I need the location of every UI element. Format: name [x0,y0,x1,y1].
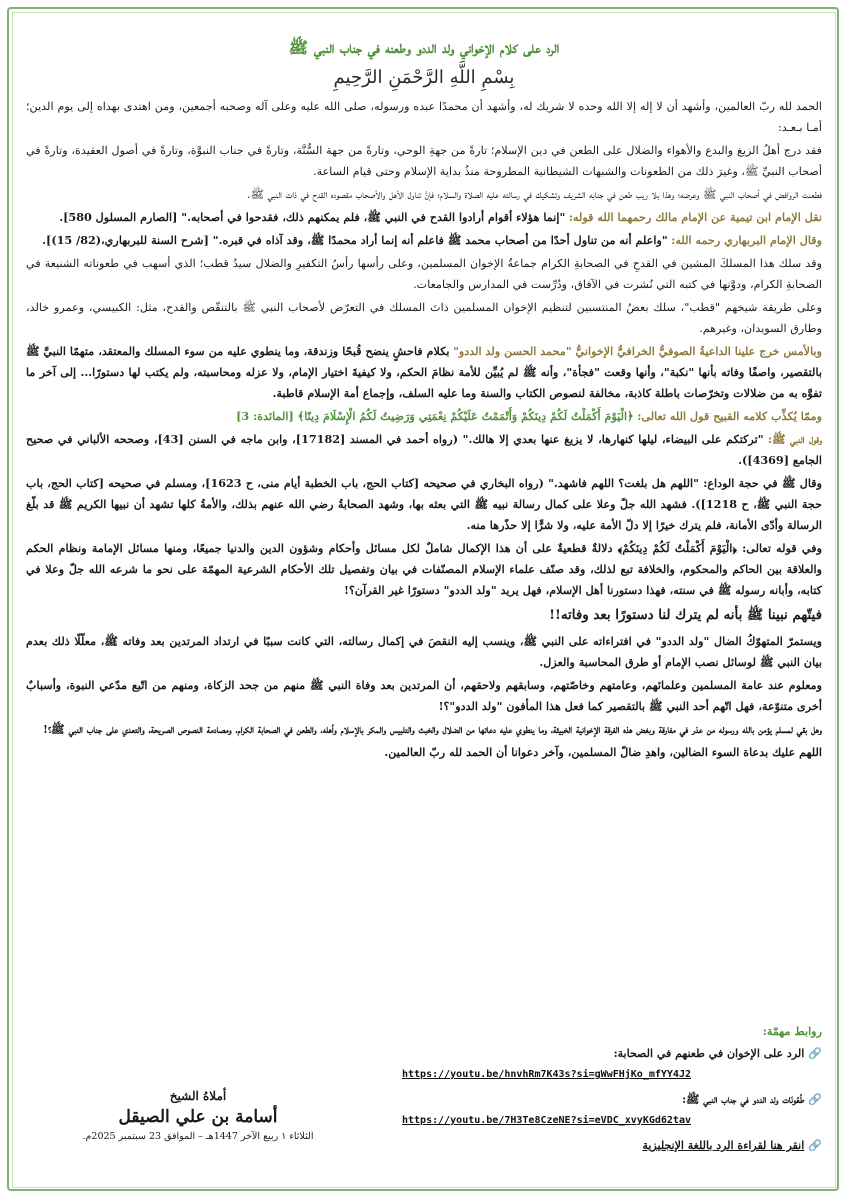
paragraph-12: وفي قوله تعالى: ﴿الْيَوْمَ أَكْمَلْتُ لَكُمْ دِينَكُمْ﴾ دلالةٌ قطعيةٌ على أن هذا الإكمال شاملٌ لكل مسائل وأحكام وشؤون الدين والدنيا جميعًا، ومنها مسائل الإمامة ونظام الحكم والعلاقة بين الحاكم والمحكوم، والخلافة تبع لذلك، وقد صنّف علماء الإسلام المصنّفات في بيان وتفصيل تلك الأحكام الشرعية المهمّة على نحو ما شرعه الله جلّ وعلا في كتابه، وأبانه رسوله ﷺ في سنته، فهذا دستورنا أهل الإسلام، فهل يريد "ولد الددو" دستورًا غير القرآن؟! [26,541,822,597]
paragraph-quran-verse [26,406,822,427]
paragraph-11: وقال ﷺ في حجة الوداع: "اللهم هل بلغت؟ اللهم فاشهد." (رواه البخاري في صحيحه [كتاب الحج، باب الخطبة أيام منى، ح 1623]، ومسلم في صحيحه [كتاب الحج، باب حجة النبي ﷺ، ح 1218]). فشهد الله جلّ وعلا على كمال رسالة نبيه ﷺ التي بعثه بها، وشهد الصحابةُ رضي الله عنهم بذلك، والأمةُ كلها تشهد أن نبيها الكريم ﷺ قد بلّغ الرسالة وأدّى الأمانة، فلم يترك خيرًا إلا دلّ الأمة عليه، ولا شرًّا إلا حذّرها منه. [26,476,822,532]
link-item [402,1090,822,1130]
document-title: الرد على كلام الإخواني ولد الددو وطعنه في جناب النبي ﷺ [288,38,560,57]
paragraph-ibn-taymiyyah [26,207,822,228]
link-icon: 🔗 [808,1093,822,1106]
signature-by: أملاهُ الشيخ [169,1089,227,1103]
emphasis-line: فيتّهم نبينا ﷺ بأنه لم يترك لنا دستورًا بعد وفاته!! [549,607,822,623]
link-label: الرد على الإخوان في طعنهم في الصحابة: [613,1047,805,1060]
paragraph-hadith [26,429,822,471]
quote-label: وقال الإمام البربهاري رحمه الله: [671,233,822,247]
paragraph-3: فطعنت الروافض في أصحاب النبي ﷺ وعرضه؛ وهذا بلا ريب طعن في جنابه الشريف وتشكيك في رسالته عليه الصلاة والسلام؛ فإنَّ تناول الأهل والأصحاب مقصوده القدح في ذات النبي ﷺ. [246,188,822,201]
paragraph-barbahari [26,230,822,251]
hadith-text: "تركتكم على البيضاء، ليلها كنهارها، لا يزيغ عنها بعدي إلا هالك." (رواه أحمد في المسند [17182]، وابن ماجه في السنن [43]، وصححه الألباني في صحيح الجامع [4369]). [26,432,822,467]
paragraph-15: ومعلوم عند عامة المسلمين وعلمائهم، وعامتهم وخاصّتهم، وسابقهم ولاحقهم، أن المرتدين بعد وفاة النبي ﷺ منهم من جحد الزكاة، ومنهم من اتّبع مدّعي النبوة، وأسبابٌ أخرى متنوّعة، فهل اتّهم أحد النبي ﷺ بالتقصير كما فعل هذا المأفون "ولد الددو"؟! [26,678,822,713]
hadith-label: وقول النبي ﷺ: [767,432,822,446]
footer [26,1022,822,1172]
link-icon: 🔗 [808,1047,822,1060]
links-section [402,1022,822,1155]
signature [48,1089,348,1142]
paragraph-16: وهل بقي لمسلم يؤمن بالله ورسوله من عذر في مفارقة وبغض هذه الفرقة الإخوانية الخبيثة، وما ينطوي عليه دعاتها من الضلال والخبث والتلبيس والمكر بالإسلام وأهله، والطعن في الصحابة الكرام، ومصادمة النصوص الصريحة، والتعدي على جناب النبي ﷺ؟! [43,722,822,736]
signature-date: الثلاثاء ١ ربيع الآخر 1447هـ – الموافق 23 سبتمبر 2025م. [82,1131,314,1142]
quote-text: "واعلم أنه من تناول أحدًا من أصحاب محمد ﷺ فاعلم أنه إنما أراد محمدًا ﷺ، وقد آذاه في قبره." [شرح السنة للبربهاري،(82/ 15)]. [42,233,668,247]
paragraph-6: وقد سلك هذا المسلكَ المشين في القدحِ في الصحابةِ الكرام جماعةُ الإخوان المسلمين، وعلى رأسها رأسُ التكفيرِ والضلال سيدُ قطب؛ الذي أسهب في طعوناته الشنيعة في الصحابةِ الكرام، ودوَّنها في كتبه التي نُشرت في الآفاق، ودُرِّست في المدارس والجامعات. [26,257,822,291]
paragraph-2: فقد درج أهلُ الزيغ والبدع والأهواء والضلال على الطعن في دين الإسلام؛ تارةً من جهةِ الوحي، وتارةً من جهة السُّنَّة، وتارةً في جناب النبوَّة، وتارةً في أصول العقيدة، وتارةً في أصحاب النبيِّ ﷺ، وغيرَ ذلك من الطعونات والشبهات الشيطانية المطروحة منذُ بداية الإسلام وحتى قيام الساعة. [26,144,822,178]
verse-label: وممّا يُكذِّب كلامه القبيح قول الله تعالى: [637,409,822,423]
link-icon: 🔗 [808,1139,822,1152]
basmala: بِسْمِ اللَّهِ الرَّحْمَنِ الرَّحِيمِ [333,67,515,88]
english-translation-link[interactable]: انقر هنا لقراءة الرد باللغة الإنجليزية [642,1139,805,1152]
document-body [26,28,822,1176]
link-label: طُعُونَات ولد الددو في جناب النبي ﷺ: [682,1093,805,1106]
verse-text: ﴿الْيَوْمَ أَكْمَلْتُ لَكُمْ دِينَكُمْ وَأَتْمَمْتُ عَلَيْكُمْ نِعْمَتِي وَرَضِيتُ لَكُمُ الْإِسْلَامَ دِينًا﴾ [المائدة: 3] [236,409,634,423]
paragraph-8 [26,341,822,404]
youtube-link-2[interactable]: https://youtu.be/7H3Te8CzeNE?si=eVDC_xvyKGd62tav [402,1115,691,1126]
youtube-link-1[interactable]: https://youtu.be/hnvhRm7K43s?si=gWwFHjKo_mfYY4J2 [402,1069,691,1080]
signature-name: أسامة بن علي الصيقل [118,1107,278,1127]
subject-text: بكلام فاحشٍ ينضح قُبحًا وزندقة، وما ينطوي عليه من سوء المسلك والمعتقد، متهمًا النبيَّ ﷺ بالتقصير، واصفًا وفاته بأنها "نكبة"، وأنها وقعت "فجأة"، وأنه ﷺ لم يُبيِّن للأمة نظامَ الحكم، ولا كيفيةَ اختيار الإمام، ولا عزله ومحاسبته، ولم يكتب لها دستورًا... إلى آخر ما تفوَّه به من ضلالات وتخرّصات باطلة كاذبة، مخالفة لنصوص الكتاب والسنة وما عليه السلف، وإجماع أمة الإسلام قاطبة. [26,344,822,400]
paragraph-7: وعلى طريقة شيخهم "قطب"، سلك بعضُ المنتسبين لتنظيم الإخوان المسلمين ذاتَ المسلك في التعرّض لأصحاب النبي ﷺ بالتنقّص والقدح، مثل: الكبيسي، وعمرو خالد، وطارق السويدان، وغيرهم. [26,301,822,335]
paragraph-14: ويستمرّ المتهوّكُ الضال "ولد الددو" في افتراءاته على النبي ﷺ، وينسب إليه النقصَ في إكمال رسالته، التي كانت سببًا في ارتداد المرتدين بعد وفاته ﷺ، معلّلًا ذلك بعدم بيان النبي ﷺ لوسائل نصب الإمام أو طرق المحاسبة والعزل. [26,634,822,669]
quote-text: "إنما هؤلاء أقوام أرادوا القدح في النبي ﷺ، فلم يمكنهم ذلك، فقدحوا في أصحابه." [الصارم المسلول 580]. [59,210,566,224]
paragraph-intro: الحمد لله ربّ العالمين، وأشهد أن لا إله إلا الله وحده لا شريك له، وأشهد أن محمدًا عبده ورسوله، صلى الله عليه وعلى آله وصحبه أجمعين، ومن اهتدى بهداه إلى يوم الدين؛ أمـا بـعـد: [26,100,822,134]
link-item [402,1044,822,1084]
quote-label: نقل الإمام ابن تيمية عن الإمام مالك رحمهما الله قوله: [568,210,822,224]
closing-prayer: اللهم عليك بدعاة السوء الضالين، واهدِ ضالّ المسلمين، وآخر دعوانا أن الحمد لله ربّ العالمين. [384,745,822,759]
link-item [402,1136,822,1155]
subject-label: وبالأمس خرج علينا الداعيةُ الصوفيُّ الخرافيُّ الإخوانيُّ "محمد الحسن ولد الددو" [453,344,822,358]
links-title: روابط مهمّة: [762,1024,822,1038]
